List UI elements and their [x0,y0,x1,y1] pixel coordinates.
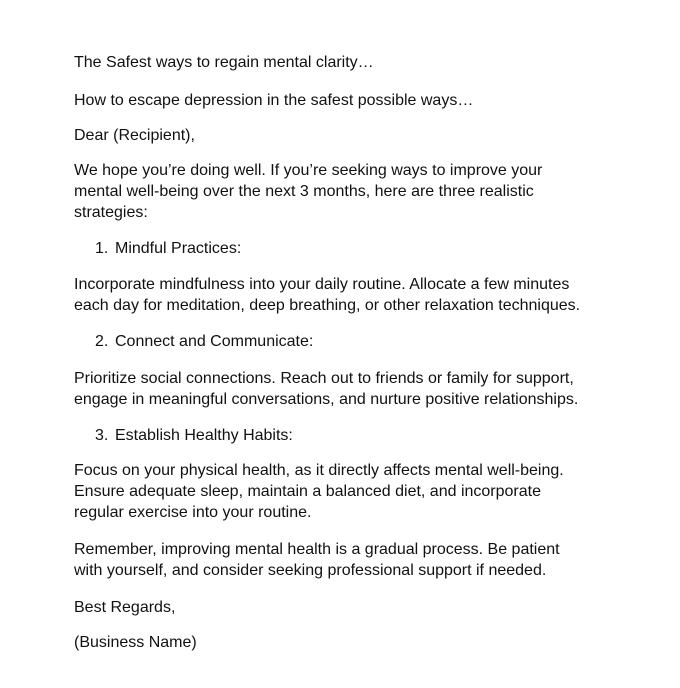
intro-line: We hope you’re doing well. If you’re seeking ways to improve your [74,162,543,179]
strategy-body-line: regular exercise into your routine. [74,504,312,521]
intro-paragraph [74,160,634,223]
strategy-heading-3 [95,425,293,446]
list-number: 1. [95,240,109,257]
strategy-body-line: engage in meaningful conversations, and nurture positive relationships. [74,391,579,408]
strategy-body-3 [74,460,634,523]
closing-line: with yourself, and consider seeking professional support if needed. [74,562,547,579]
closing-line: Remember, improving mental health is a gradual process. Be patient [74,541,560,558]
subject-line-2: How to escape depression in the safest possible ways… [74,92,474,109]
sign-off: Best Regards, [74,599,176,616]
strategy-title: Mindful Practices: [115,240,242,257]
strategy-body-line: Incorporate mindfulness into your daily routine. Allocate a few minutes [74,276,570,293]
strategy-body-line: each day for meditation, deep breathing, or other relaxation techniques. [74,297,581,314]
strategy-body-line: Focus on your physical health, as it directly affects mental well-being. [74,462,564,479]
closing-paragraph [74,539,634,581]
strategy-body-1 [74,274,634,316]
strategy-body-line: Prioritize social connections. Reach out to friends or family for support, [74,370,574,387]
strategy-title: Establish Healthy Habits: [115,427,293,444]
subject-line-1: The Safest ways to regain mental clarity… [74,54,374,71]
intro-line: mental well-being over the next 3 months, here are three realistic [74,183,534,200]
salutation: Dear (Recipient), [74,127,195,144]
strategy-heading-1 [95,238,241,259]
signature: (Business Name) [74,634,197,651]
strategy-body-line: Ensure adequate sleep, maintain a balanced diet, and incorporate [74,483,541,500]
strategy-title: Connect and Communicate: [115,333,314,350]
intro-line: strategies: [74,204,148,221]
list-number: 2. [95,333,109,350]
strategy-heading-2 [95,331,313,352]
list-number: 3. [95,427,109,444]
strategy-body-2 [74,368,634,410]
